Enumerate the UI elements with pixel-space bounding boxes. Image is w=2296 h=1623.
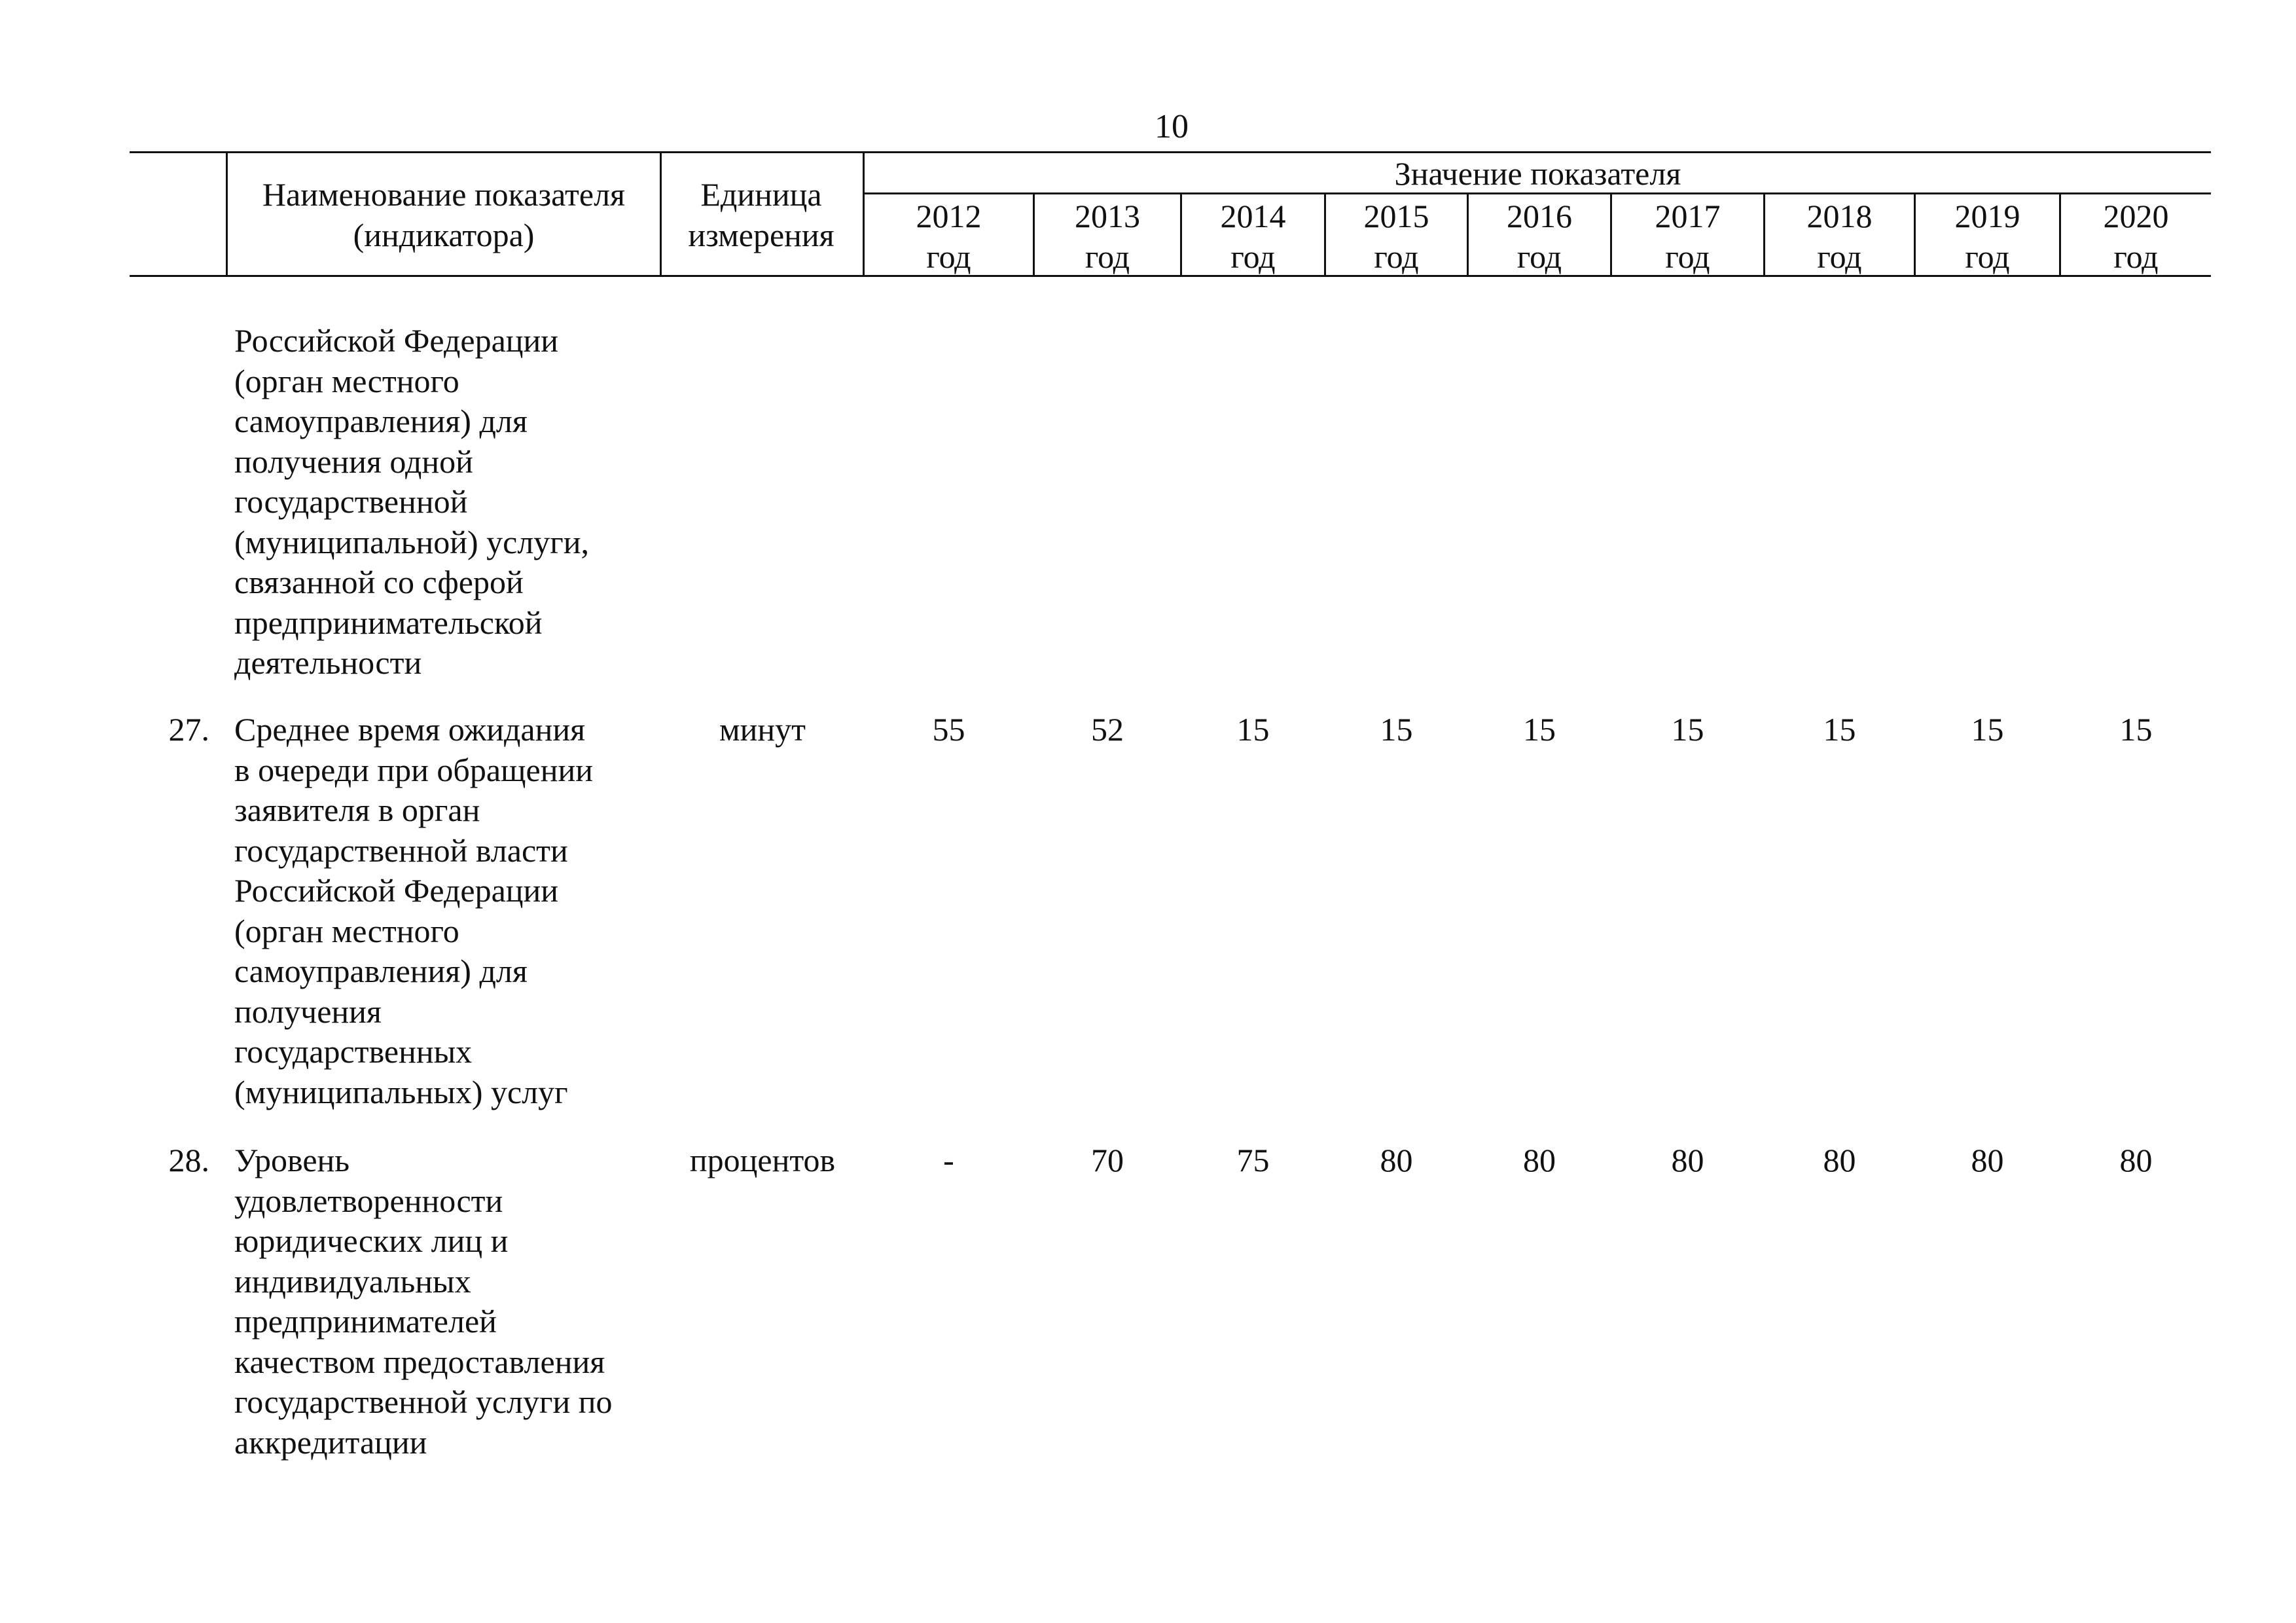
value-cell: 80 (1380, 1142, 1413, 1178)
unit-cell: процентов (689, 1142, 836, 1178)
header-year: 2019 год (1954, 198, 2020, 275)
header-unit: Единица измерения (688, 176, 834, 253)
page-number: 10 (1155, 108, 1189, 145)
value-cell: 15 (1971, 711, 2004, 748)
value-cell: 15 (1236, 711, 1270, 748)
row-number: 27. (168, 711, 209, 748)
unit-cell: минут (719, 711, 806, 748)
value-cell: 80 (1823, 1142, 1856, 1178)
value-cell: 80 (2119, 1142, 2153, 1178)
header-year: 2017 год (1655, 198, 1721, 275)
header-divider (660, 151, 662, 277)
header-year: 2016 год (1507, 198, 1572, 275)
value-cell: 80 (1523, 1142, 1556, 1178)
value-cell: 52 (1091, 711, 1124, 748)
value-cell: 15 (1823, 711, 1856, 748)
header-year: 2012 год (916, 198, 982, 275)
header-divider (226, 151, 228, 277)
value-cell: 70 (1091, 1142, 1124, 1178)
value-cell: 15 (2119, 711, 2153, 748)
header-year: 2013 год (1075, 198, 1140, 275)
value-cell: 80 (1671, 1142, 1704, 1178)
value-cell: 75 (1236, 1142, 1270, 1178)
header-value-group: Значение показателя (1394, 155, 1681, 192)
row-number: 28. (168, 1142, 209, 1178)
value-cell: 15 (1523, 711, 1556, 748)
indicator-name: Среднее время ожидания в очереди при обращении заявителя в орган государственной власти Российской Федерации (орган местного самоуправления) для получения государственных (муниципальных) услуг (234, 711, 593, 1110)
indicator-name: Уровень удовлетворенности юридических лиц и индивидуальных предпринимателей качеством предоставления государственной услуги по аккредитации (234, 1142, 613, 1461)
header-year: 2018 год (1806, 198, 1873, 275)
value-cell: 80 (1971, 1142, 2004, 1178)
value-cell: 55 (932, 711, 965, 748)
header-year: 2014 год (1220, 198, 1286, 275)
value-cell: 15 (1380, 711, 1413, 748)
header-year: 2015 год (1363, 198, 1429, 275)
value-cell: 15 (1671, 711, 1704, 748)
value-cell: - (943, 1142, 954, 1178)
header-indicator-name: Наименование показателя (индикатора) (262, 176, 626, 253)
header-year: 2020 год (2103, 198, 2169, 275)
continuation-text: Российской Федерации (орган местного самоуправления) для получения одной государственной (муниципальной) услуги, связанной со сферой предпринимательской деятельности (234, 322, 590, 681)
